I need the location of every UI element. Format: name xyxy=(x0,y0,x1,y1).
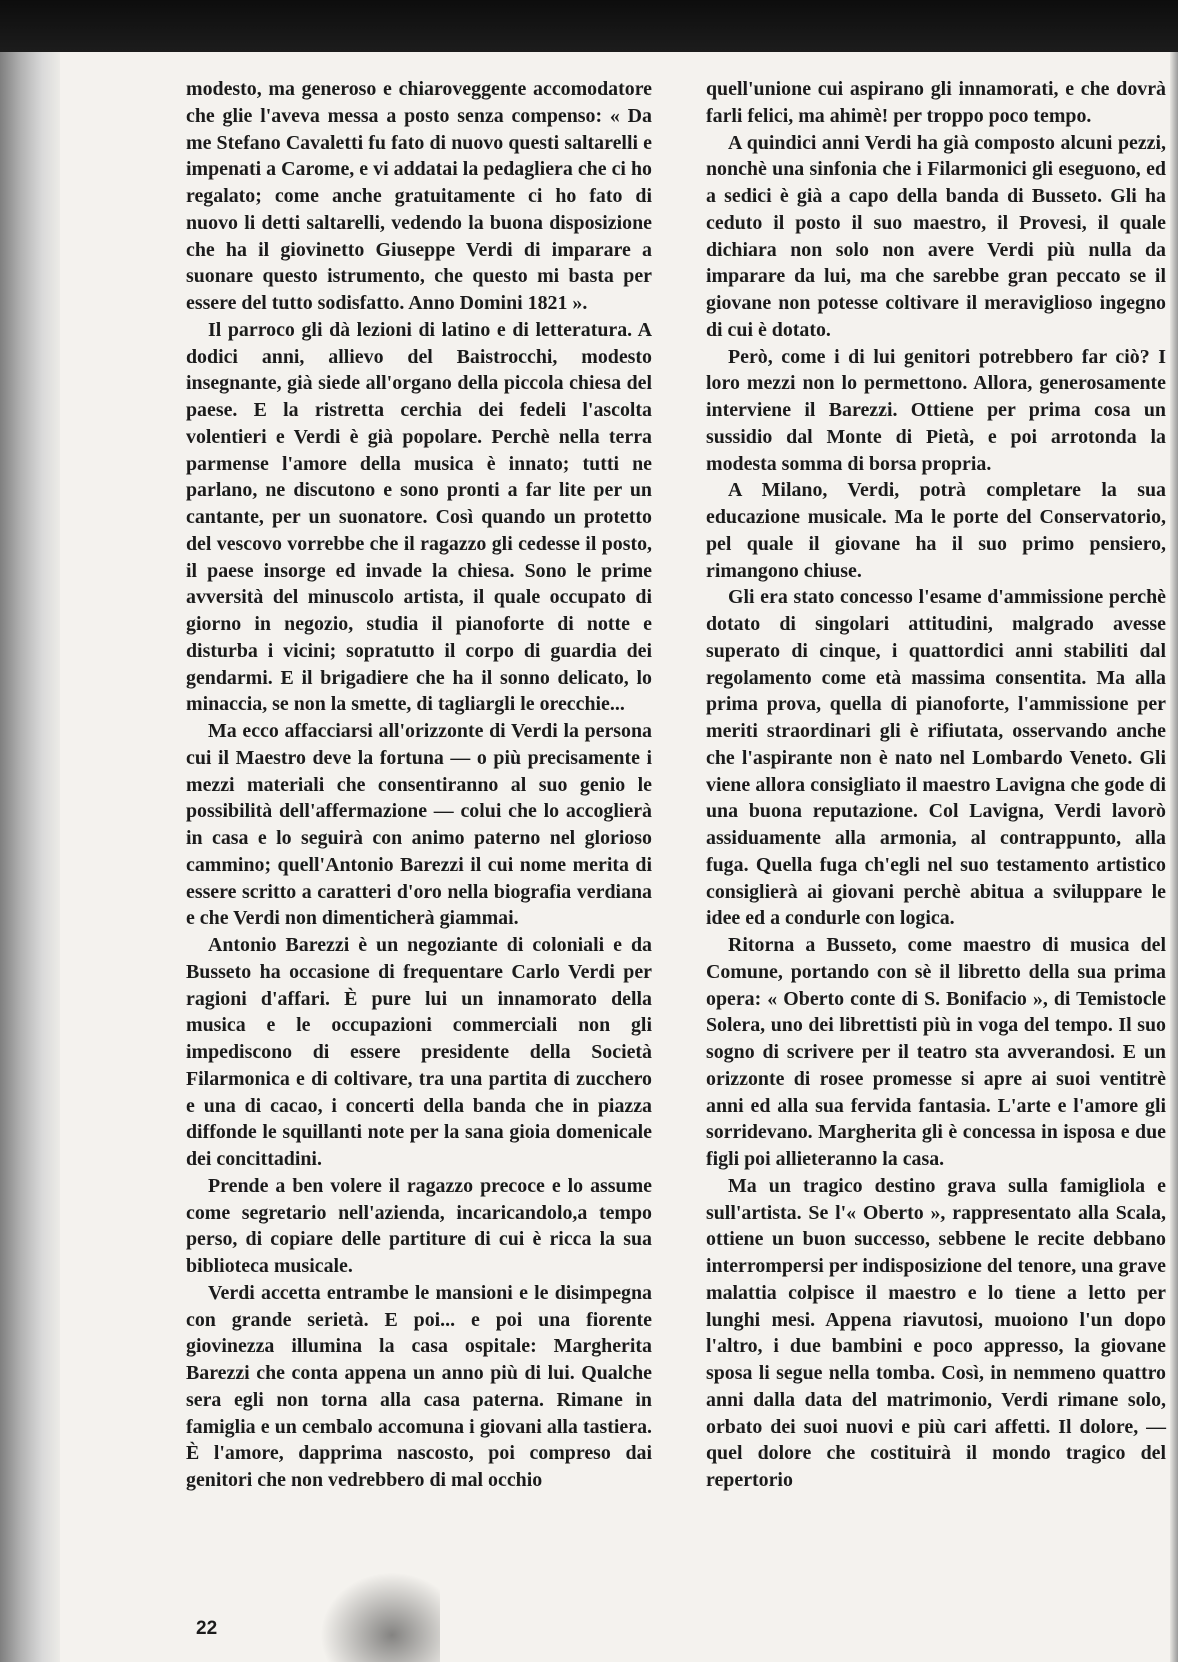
paragraph: Ma un tragico destino grava sulla famigliola e sull'artista. Se l'« Oberto », rappresentato alla Scala, ottiene un buon successo, sebbene le recite debbano interrompersi per indisposizione del tenore, una grave malattia colpisce il maestro e lo tiene a letto per lunghi mesi. Appena riavutosi, muoiono l'un dopo l'altro, i due bambini e poco appresso, la giovane sposa li segue nella tomba. Così, in nemmeno quattro anni dalla data del matrimonio, Verdi rimane solo, orbato dei suoi nuovi e più cari affetti. Il dolore, — quel dolore che costituirà il mondo tragico del repertorio xyxy=(706,1174,1166,1491)
paragraph: Verdi accetta entrambe le mansioni e le disimpegna con grande serietà. E poi... e poi una fiorente giovinezza illumina la casa ospitale: Margherita Barezzi che conta appena un anno più di lui. Qualche sera egli non torna alla casa paterna. Rimane in famiglia e un cembalo accomuna i giovani alla tastiera. È l'amore, dapprima nascosto, poi compreso dai genitori che non vedrebbero di mal occhio xyxy=(186,1281,652,1491)
page-binding-shadow xyxy=(0,52,60,1662)
paragraph: A quindici anni Verdi ha già composto alcuni pezzi, nonchè una sinfonia che i Filarmonici gli eseguono, ed a sedici è già a capo della banda di Busseto. Gli ha ceduto il posto il suo maestro, il Provesi, il quale dichiara non solo non avere Verdi più nulla da imparare da lui, ma che sarebbe gran peccato se il giovane non potesse coltivare il meraviglioso ingegno di cui è dotato. xyxy=(706,131,1166,341)
paragraph: Gli era stato concesso l'esame d'ammissione perchè dotato di singolari attitudini, malgrado avesse superato di cinque, i quattordici anni stabiliti dal regolamento come età massima consentita. Ma alla prima prova, quella di pianoforte, l'ammissione per meriti straordinari gli è rifiutata, osservando anche che l'aspirante non è nato nel Lombardo Veneto. Gli viene allora consigliato il maestro Lavigna che gode di una buona reputazione. Col Lavigna, Verdi lavorò assiduamente alla armonia, al contrappunto, alla fuga. Quella fuga ch'egli nel suo testamento artistico consiglierà ai giovani perchè abitua a sviluppare le idee ed a condurle con logica. xyxy=(706,586,1166,930)
paragraph: Prende a ben volere il ragazzo precoce e lo assume come segretario nell'azienda, incaricandolo,a tempo perso, di copiare delle partiture di cui è ricca la sua biblioteca musicale. xyxy=(186,1174,652,1277)
ink-smudge xyxy=(320,1572,440,1662)
scan-top-edge xyxy=(0,0,1178,52)
paragraph: Ma ecco affacciarsi all'orizzonte di Verdi la persona cui il Maestro deve la fortuna — o più precisamente i mezzi materiali che consentiranno al suo genio le possibilità dell'affermazione — colui che lo accoglierà in casa e lo seguirà con animo paterno nel glorioso cammino; quell'Antonio Barezzi il cui nome merita di essere scritto a caratteri d'oro nella biografia verdiana e che Verdi non dimenticherà giammai. xyxy=(186,720,652,930)
paragraph: Antonio Barezzi è un negoziante di coloniali e da Busseto ha occasione di frequentare Carlo Verdi per ragioni d'affari. È pure lui un innamorato della musica e le occupazioni commerciali non gli impediscono di essere presidente della Società Filarmonica e di coltivare, tra una partita di zucchero e una di cacao, i concerti della banda che in piazza diffonde le squillanti note per la sana gioia domenicale dei concittadini. xyxy=(186,934,652,1170)
text-column-left xyxy=(186,76,652,1494)
paragraph: A Milano, Verdi, potrà completare la sua educazione musicale. Ma le porte del Conservatorio, pel quale il giovane ha il suo primo pensiero, rimangono chiuse. xyxy=(706,479,1166,582)
paragraph: Però, come i di lui genitori potrebbero far ciò? I loro mezzi non lo permettono. Allora, generosamente interviene il Barezzi. Ottiene per prima cosa un sussidio dal Monte di Pietà, e poi arrotonda la modesta somma di borsa propria. xyxy=(706,345,1166,475)
page-right-edge xyxy=(1170,52,1178,1662)
paragraph: quell'unione cui aspirano gli innamorati, e che dovrà farli felici, ma ahimè! per troppo poco tempo. xyxy=(706,78,1166,127)
paragraph: Il parroco gli dà lezioni di latino e di letteratura. A dodici anni, allievo del Baistrocchi, modesto insegnante, già siede all'organo della piccola chiesa del paese. E la ristretta cerchia dei fedeli l'ascolta volentieri e Verdi è già popolare. Perchè nella terra parmense l'amore della musica è innato; tutti ne parlano, ne discutono e sono pronti a far lite per un cantante, per un suonatore. Così quando un protetto del vescovo vorrebbe che il ragazzo gli cedesse il posto, il paese insorge ed invade la chiesa. Sono le prime avversità del minuscolo artista, il quale occupato di giorno in negozio, studia il pianoforte di notte e disturba i vicini; sopratutto il corpo di guardia dei gendarmi. E il brigadiere che ha il sonno delicato, lo minaccia, se non la smette, di tagliargli le orecchie... xyxy=(186,318,652,716)
paragraph: Ritorna a Busseto, come maestro di musica del Comune, portando con sè il libretto della sua prima opera: « Oberto conte di S. Bonifacio », di Temistocle Solera, uno dei librettisti più in voga del tempo. Il suo sogno di scrivere per il teatro sta avverandosi. E un orizzonte di rosee promesse si apre ai suoi ventitrè anni ed alla sua fervida fantasia. L'arte e l'amore gli sorridevano. Margherita gli è concessa in isposa e due figli poi allieteranno la casa. xyxy=(706,934,1166,1170)
text-column-right xyxy=(706,76,1166,1494)
page-number: 22 xyxy=(196,1618,218,1639)
paragraph: modesto, ma generoso e chiaroveggente accomodatore che glie l'aveva messa a posto senza compenso: « Da me Stefano Cavaletti fu fato di nuovo questi saltarelli e impenati a Carome, e vi addatai la pedagliera che ci ho regalato; come anche gratuitamente ci ho fato di nuovo li detti saltarelli, vedendo la buona disposizione che ha il giovinetto Giuseppe Verdi di imparare a suonare questo istrumento, che questo mi basta per essere del tutto sodisfatto. Anno Domini 1821 ». xyxy=(186,78,652,314)
